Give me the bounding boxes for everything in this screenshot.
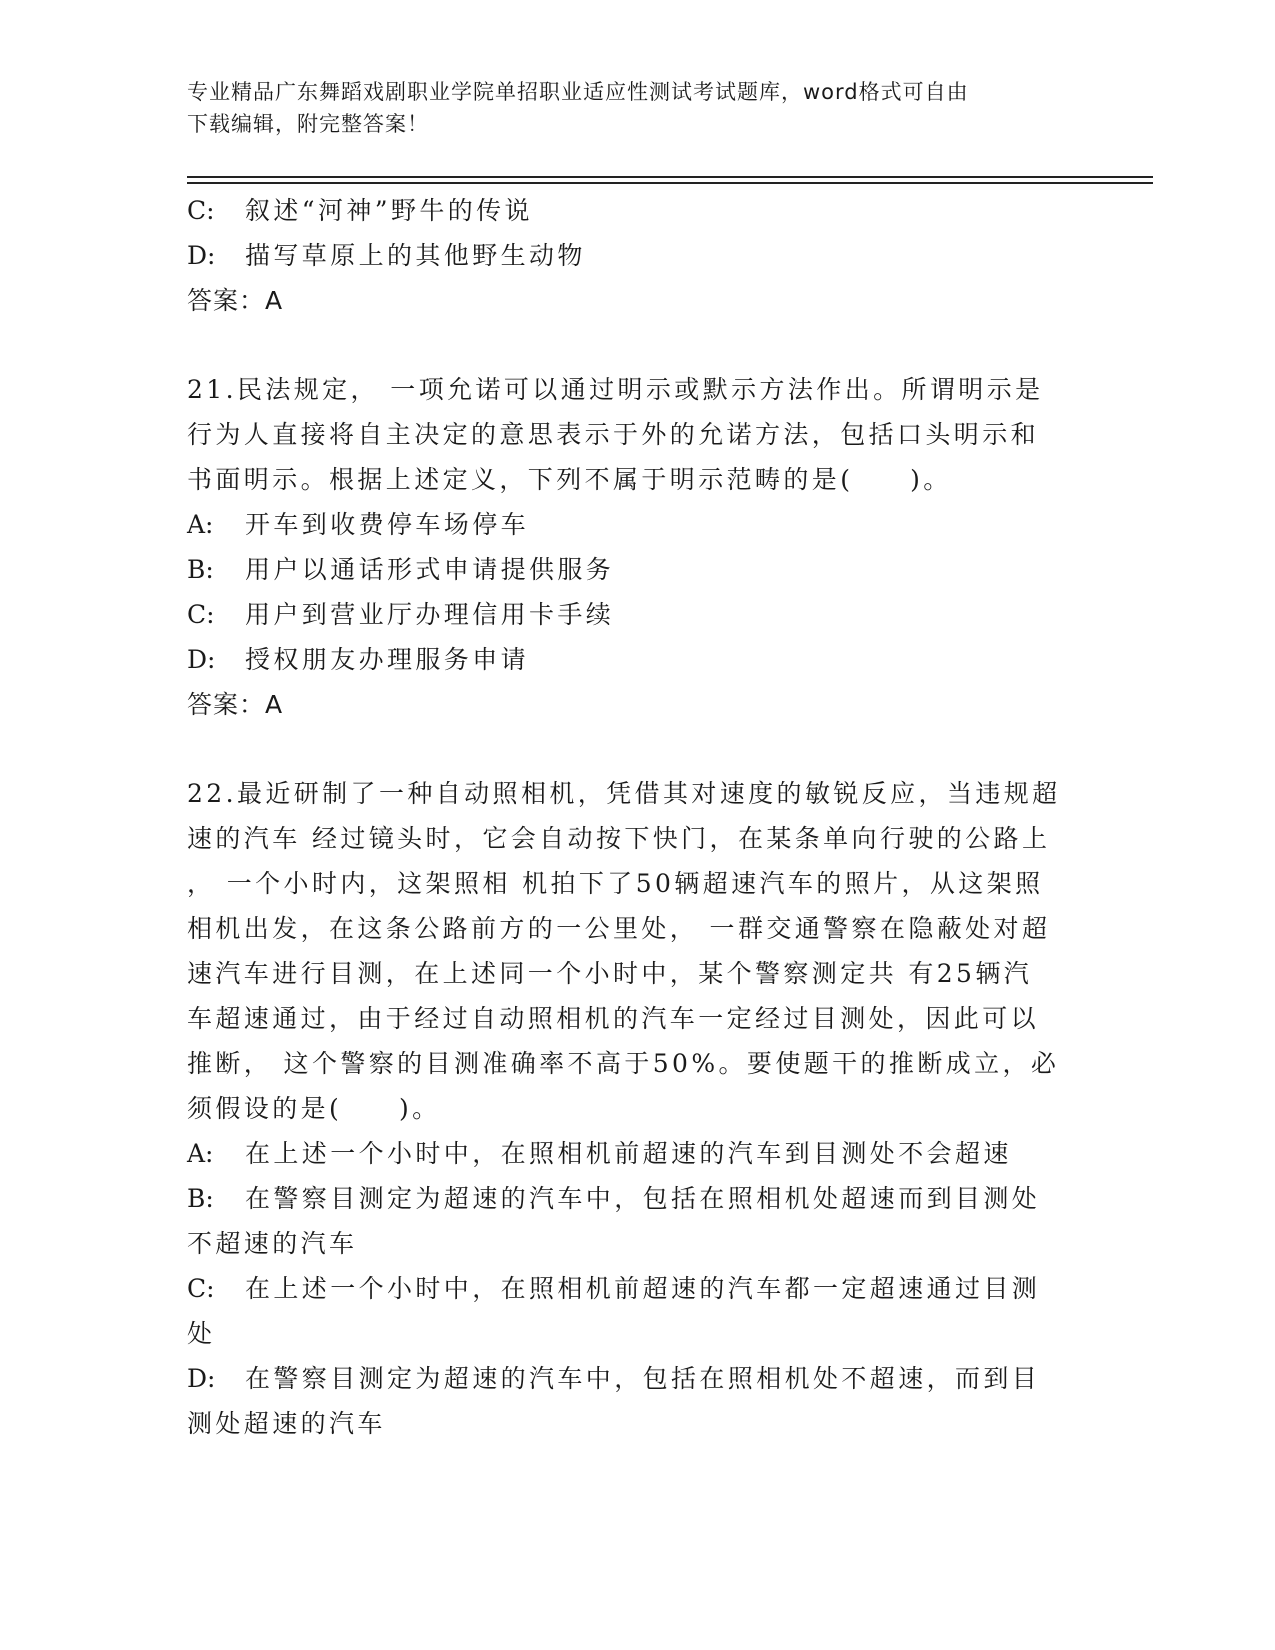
option-letter: A: <box>187 1139 214 1168</box>
question-line: 速汽车进行目测，在上述同一个小时中，某个警察测定共 有25辆汽 <box>187 959 1033 988</box>
option-b <box>187 547 1077 592</box>
option-letter: B: <box>187 1184 214 1213</box>
question-line: 行为人直接将自主决定的意思表示于外的允诺方法，包括口头明示和 <box>187 420 1040 449</box>
question-stem <box>187 771 1077 1131</box>
question-stem <box>187 367 1077 502</box>
option-d <box>187 1356 1077 1401</box>
answer-label: 答案：A <box>187 286 284 315</box>
option-text: 在上述一个小时中，在照相机前超速的汽车到目测处不会超速 <box>245 1139 1012 1168</box>
option-text: 在警察目测定为超速的汽车中，包括在照相机处超速而到目测处 <box>245 1184 1041 1213</box>
question-line: 须假设的是( )。 <box>187 1094 441 1123</box>
question-line: 相机出发，在这条公路前方的一公里处， 一群交通警察在隐蔽处对超 <box>187 914 1051 943</box>
option-letter: D: <box>187 1364 216 1393</box>
question-line: ， 一个小时内，这架照相 机拍下了50辆超速汽车的照片，从这架照 <box>187 869 1044 898</box>
option-b <box>187 1176 1077 1221</box>
option-a <box>187 1131 1077 1176</box>
option-continuation: 不超速的汽车 <box>187 1229 358 1258</box>
header-note-line-2: 下载编辑，附完整答案！ <box>187 112 429 136</box>
question-line: 推断， 这个警察的目测准确率不高于50%。要使题干的推断成立，必 <box>187 1049 1060 1078</box>
option-continuation: 处 <box>187 1319 216 1348</box>
option-letter: B: <box>187 555 214 584</box>
option-text: 用户到营业厅办理信用卡手续 <box>245 600 615 629</box>
header-note <box>187 76 1087 140</box>
option-text: 描写草原上的其他野生动物 <box>245 241 586 270</box>
option-d <box>187 233 1077 278</box>
answer-label: 答案：A <box>187 690 284 719</box>
question-line: 21.民法规定， 一项允诺可以通过明示或默示方法作出。所谓明示是 <box>187 375 1044 404</box>
option-d <box>187 637 1077 682</box>
spacer <box>187 727 1077 771</box>
header-note-line-1: 专业精品广东舞蹈戏剧职业学院单招职业适应性测试考试题库，word格式可自由 <box>187 80 969 104</box>
option-text: 开车到收费停车场停车 <box>245 510 530 539</box>
header-rule-top <box>187 176 1153 178</box>
option-c <box>187 592 1077 637</box>
option-continuation: 测处超速的汽车 <box>187 1409 386 1438</box>
question-content <box>187 188 1077 1446</box>
question-line: 22.最近研制了一种自动照相机，凭借其对速度的敏锐反应，当违规超 <box>187 779 1061 808</box>
option-text: 用户以通话形式申请提供服务 <box>245 555 615 584</box>
option-letter: C: <box>187 1274 215 1303</box>
option-text: 授权朋友办理服务申请 <box>245 645 530 674</box>
question-21 <box>187 367 1077 727</box>
option-letter: D: <box>187 645 216 674</box>
spacer <box>187 323 1077 367</box>
option-letter: A: <box>187 510 214 539</box>
option-letter: C: <box>187 600 215 629</box>
option-c <box>187 1266 1077 1311</box>
question-line: 书面明示。根据上述定义，下列不属于明示范畴的是( )。 <box>187 465 952 494</box>
option-letter: C: <box>187 196 215 225</box>
question-line: 车超速通过，由于经过自动照相机的汽车一定经过目测处，因此可以 <box>187 1004 1040 1033</box>
option-c <box>187 188 1077 233</box>
option-letter: D: <box>187 241 216 270</box>
option-a <box>187 502 1077 547</box>
question-20 <box>187 188 1077 323</box>
option-text: 在上述一个小时中，在照相机前超速的汽车都一定超速通过目测 <box>245 1274 1041 1303</box>
question-line: 速的汽车 经过镜头时，它会自动按下快门，在某条单向行驶的公路上 <box>187 824 1051 853</box>
header-rule-bottom <box>187 182 1153 184</box>
option-text: 在警察目测定为超速的汽车中，包括在照相机处不超速，而到目 <box>245 1364 1041 1393</box>
question-22 <box>187 771 1077 1446</box>
option-text: 叙述“河神”野牛的传说 <box>245 196 533 225</box>
